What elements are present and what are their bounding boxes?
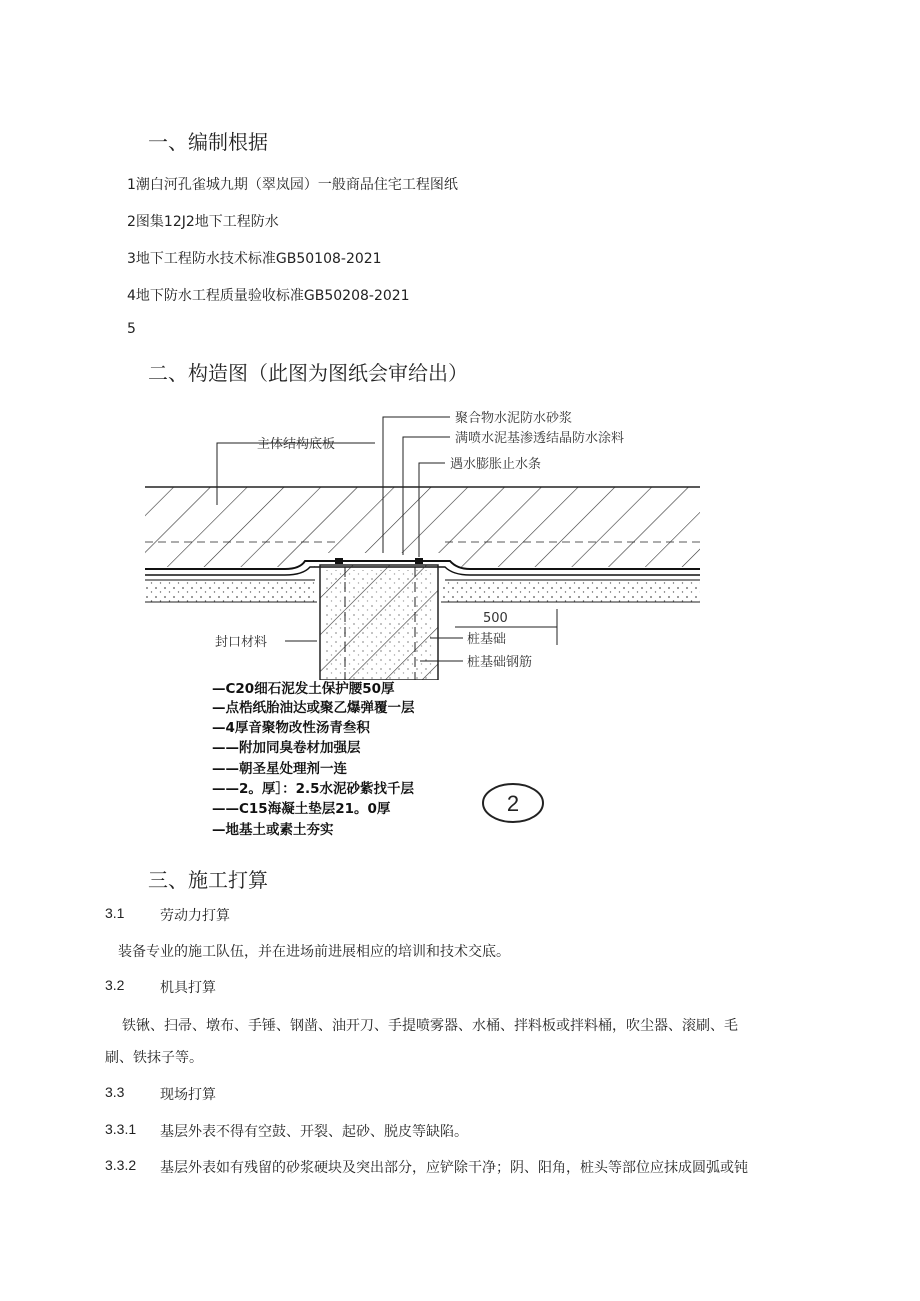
subsection-number-3-3-1: 3.3.1 [105, 1121, 137, 1137]
legend-line-1: —C20细石泥发土保护腰50厚 [212, 681, 395, 697]
legend-line-2: —点梏纸胎油达或聚乙爆弹覆一层 [212, 700, 415, 716]
label-pile-rebar: 桩基础钢筋 [467, 655, 533, 670]
section-heading-2: 二、构造图（此图为图纸会审给出） [148, 361, 468, 385]
cushion-right [441, 582, 700, 602]
basis-item-5: 5 [127, 321, 136, 337]
cushion-left [145, 582, 317, 602]
label-mortar: 聚合物水泥防水砂浆 [455, 411, 573, 426]
legend-line-7: ——C15海凝土垫层21。0厚 [212, 801, 391, 817]
label-coating: 满喷水泥基渗透结晶防水涂料 [455, 431, 625, 446]
waterstop-right [415, 558, 423, 564]
section-heading-1: 一、编制根据 [148, 130, 268, 154]
basis-item-4: 4地下防水工程质量验收标准GB50208-2021 [127, 288, 410, 304]
legend-line-4: ——附加同臭卷材加强层 [212, 740, 361, 756]
subsection-number-3-2: 3.2 [105, 977, 125, 993]
paragraph-3-2-line-1: 铁锹、扫帚、墩布、手锤、钢凿、油开刀、手提喷雾器、水桶、拌料板或拌料桶，吹尘器、滚刷、毛 [122, 1018, 738, 1034]
construction-drawing [145, 405, 700, 680]
basis-item-2: 2图集12J2地下工程防水 [127, 214, 279, 230]
paragraph-3-3-2: 基层外表如有残留的砂浆硬块及突出部分，应铲除干净；阴、阳角，桩头等部位应抹成圆弧或钝 [160, 1160, 748, 1176]
subsection-number-3-3: 3.3 [105, 1084, 125, 1100]
subsection-title-3-1: 劳动力打算 [160, 908, 230, 924]
label-dim: 500 [483, 611, 508, 626]
detail-number-badge [480, 780, 546, 826]
legend-line-3: —4厚音聚物改性汤青叁积 [212, 720, 370, 736]
subsection-number-3-1: 3.1 [105, 905, 125, 921]
label-pile-cap: 桩基础 [467, 632, 507, 647]
label-main-slab: 主体结构底板 [257, 437, 336, 452]
detail-number: 2 [506, 791, 520, 816]
paragraph-3-3-1: 基层外表不得有空鼓、开裂、起砂、脱皮等缺陷。 [160, 1124, 468, 1140]
subsection-title-3-3: 现场打算 [160, 1087, 216, 1103]
pile-fill [325, 570, 433, 680]
subsection-title-3-2: 机具打算 [160, 980, 216, 996]
label-seal: 封口材料 [215, 635, 268, 650]
legend-line-6: ——2。厚］：2.5水泥砂紫找千层 [212, 781, 415, 797]
basis-item-3: 3地下工程防水技术标准GB50108-2021 [127, 251, 382, 267]
basis-item-1: 1潮白河孔雀城九期（翠岚园）一般商品住宅工程图纸 [127, 177, 458, 193]
subsection-number-3-3-2: 3.3.2 [105, 1157, 137, 1173]
legend-line-8: —地基土或素土夯实 [212, 822, 334, 838]
section-heading-3: 三、施工打算 [148, 868, 268, 892]
label-waterstop: 遇水膨胀止水条 [450, 457, 542, 472]
paragraph-3-1: 装备专业的施工队伍，并在进场前进展相应的培训和技术交底。 [118, 944, 510, 960]
waterstop-left [335, 558, 343, 564]
legend-line-5: ——朝圣星处理剂一连 [212, 761, 347, 777]
paragraph-3-2-line-2: 刷、铁抹子等。 [105, 1050, 203, 1066]
